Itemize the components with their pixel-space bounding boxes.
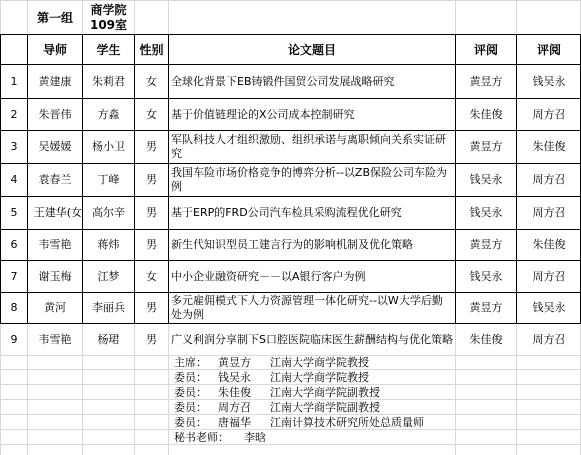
thesis-title-cell: 多元雇佣模式下人力资源管理一体化研究--以W大学后勤处为例 xyxy=(171,294,443,321)
committee-role: 委员： xyxy=(174,416,207,429)
row-number: 4 xyxy=(10,173,18,186)
committee-name: 朱佳俊 xyxy=(218,386,251,399)
advisor-cell: 黄河 xyxy=(44,301,66,314)
row-number: 6 xyxy=(10,238,18,251)
advisor-cell: 吴媛媛 xyxy=(38,140,72,153)
committee-role: 主席： xyxy=(174,356,207,369)
student-cell: 高尔辛 xyxy=(92,206,125,219)
committee-affiliation: 江南大学商学院副教授 xyxy=(270,386,380,399)
thesis-title-cell: 全球化背景下EB铸锻件国贸公司发展战略研究 xyxy=(171,74,395,88)
committee-name: 钱吴永 xyxy=(218,371,251,384)
reviewer2-cell: 周方召 xyxy=(532,173,566,186)
reviewer1-cell: 钱吴永 xyxy=(469,173,503,186)
row-number: 2 xyxy=(10,107,18,121)
committee-member xyxy=(174,386,380,400)
committee-role: 委员： xyxy=(174,371,207,384)
reviewer1-cell: 朱佳俊 xyxy=(469,332,503,346)
thesis-title-cell: 新生代知识型员工建言行为的影响机制及优化策略 xyxy=(171,238,413,251)
thesis-title-cell: 基于价值链理论的X公司成本控制研究 xyxy=(171,107,355,121)
student-cell: 杨珺 xyxy=(97,332,120,346)
student-cell: 杨小卫 xyxy=(92,140,125,153)
reviewer1-cell: 朱佳俊 xyxy=(469,107,503,121)
gender-cell: 男 xyxy=(146,332,157,346)
student-cell: 蒋炜 xyxy=(97,238,120,251)
student-cell: 朱莉君 xyxy=(92,74,125,88)
thesis-title-cell: 军队科技人才组织激励、组织承诺与离职倾向关系实证研究 xyxy=(171,133,446,160)
reviewer2-cell: 钱吴永 xyxy=(532,74,566,88)
committee-affiliation: 江南大学商学院副教授 xyxy=(270,401,380,414)
gender-cell: 女 xyxy=(146,107,157,121)
gender-cell: 女 xyxy=(146,74,157,88)
committee-member xyxy=(174,356,369,370)
secretary-name: 李晗 xyxy=(244,431,266,444)
header-reviewer2: 评阅 xyxy=(536,42,561,57)
venue-line-1: 商学院 xyxy=(90,2,127,17)
reviewer2-cell: 周方召 xyxy=(532,206,566,219)
row-number: 1 xyxy=(10,74,18,88)
reviewer1-cell: 黄昱方 xyxy=(469,238,503,251)
venue-line-2: 109室 xyxy=(89,17,128,32)
thesis-title-cell: 我国车险市场价格竞争的博弈分析--以ZB保险公司车险为例 xyxy=(171,166,448,193)
advisor-cell: 黄建康 xyxy=(38,74,72,88)
committee-role: 委员： xyxy=(174,386,207,399)
advisor-cell: 韦雪艳 xyxy=(38,238,72,251)
thesis-title-cell: 基于ERP的FRD公司汽车检具采购流程优化研究 xyxy=(171,206,402,219)
group-label: 第一组 xyxy=(36,10,73,25)
advisor-cell: 谢玉梅 xyxy=(38,269,72,283)
student-cell: 李丽兵 xyxy=(92,301,125,314)
reviewer2-cell: 朱佳俊 xyxy=(532,238,566,251)
committee-member xyxy=(174,416,424,430)
reviewer1-cell: 黄昱方 xyxy=(469,74,503,88)
group-venue xyxy=(83,1,134,34)
reviewer1-cell: 黄昱方 xyxy=(469,140,503,153)
thesis-title-cell: 广义利润分享制下S口腔医院临床医生薪酬结构与优化策略 xyxy=(171,332,453,346)
gender-cell: 男 xyxy=(146,301,157,314)
gender-cell: 男 xyxy=(146,173,157,186)
reviewer2-cell: 周方召 xyxy=(532,332,566,346)
secretary-line xyxy=(174,431,266,445)
committee-name: 唐福华 xyxy=(218,416,251,429)
secretary-role: 秘书老师： xyxy=(174,431,229,444)
gender-cell: 男 xyxy=(146,140,157,153)
thesis-title-cell: 中小企业融资研究－－以A银行客户为例 xyxy=(171,269,366,283)
row-number: 7 xyxy=(10,269,18,283)
row-number: 5 xyxy=(10,206,18,219)
student-cell: 丁峰 xyxy=(97,173,120,186)
committee-member xyxy=(174,371,369,385)
row-number: 8 xyxy=(10,301,18,314)
header-reviewer1: 评阅 xyxy=(473,42,498,57)
header-advisor: 导师 xyxy=(42,42,67,57)
header-title: 论文题目 xyxy=(287,42,336,57)
gender-cell: 男 xyxy=(146,206,157,219)
committee-name: 黄昱方 xyxy=(218,356,251,369)
header-gender: 性别 xyxy=(139,42,164,57)
advisor-cell: 韦雪艳 xyxy=(38,332,72,346)
committee-member xyxy=(174,401,380,415)
reviewer2-cell: 钱吴永 xyxy=(532,301,566,314)
gender-cell: 女 xyxy=(146,269,157,283)
student-cell: 江梦 xyxy=(97,269,120,283)
committee-name: 周方召 xyxy=(218,401,251,414)
row-number: 9 xyxy=(10,332,18,346)
reviewer2-cell: 朱佳俊 xyxy=(532,140,566,153)
student-cell: 方淼 xyxy=(97,107,120,121)
committee-affiliation: 江南大学商学院教授 xyxy=(270,356,369,369)
row-number: 3 xyxy=(10,140,18,153)
advisor-cell: 王建华(女 xyxy=(33,206,82,219)
reviewer1-cell: 钱吴永 xyxy=(469,206,503,219)
header-student: 学生 xyxy=(96,42,121,57)
advisor-cell: 朱晋伟 xyxy=(38,107,72,121)
reviewer1-cell: 黄昱方 xyxy=(469,301,503,314)
committee-affiliation: 江南大学商学院教授 xyxy=(270,371,369,384)
committee-role: 委员： xyxy=(174,401,207,414)
reviewer1-cell: 钱吴永 xyxy=(469,269,503,283)
committee-affiliation: 江南计算技术研究所处总质量师 xyxy=(270,416,424,429)
reviewer2-cell: 周方召 xyxy=(532,107,566,121)
gender-cell: 男 xyxy=(146,238,157,251)
advisor-cell: 袁春兰 xyxy=(38,173,72,186)
gridline-horizontal xyxy=(0,444,581,445)
reviewer2-cell: 周方召 xyxy=(532,269,566,283)
